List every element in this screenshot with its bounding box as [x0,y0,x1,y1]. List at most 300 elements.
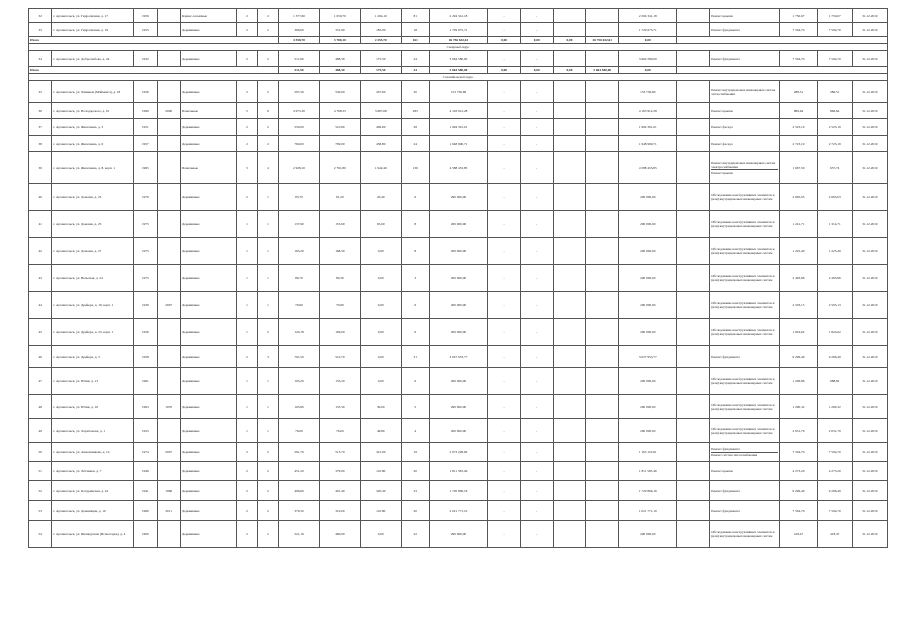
work-type: Обследование конструктивных элементов и (или) внутридомовых инженерных систем [711,274,775,282]
row-wall-material: Деревянные [180,23,236,37]
row-entrances: 6 [258,103,279,119]
row-year: 1939 [134,292,157,319]
work-type: Ремонт крыши [711,13,733,18]
row-entrances: 1 [258,184,279,211]
row-number: 42 [29,238,52,265]
row-floors: 1 [236,319,257,346]
row-owned-area: 175,50 [360,51,401,67]
row-owners-funds: 1 165 110,61 [619,443,677,462]
row-living-area: 1 050,70 [319,9,360,23]
row-deadline: 31.12.2019 [852,103,887,119]
row-owned-area: 0,00 [360,346,401,368]
row-total-area: 451,20 [279,462,320,481]
row-wall-material: Деревянные [180,319,236,346]
row-unit-cost: 1 750,67 [780,9,817,23]
row-number: 48 [29,395,52,419]
row-floors: 2 [236,443,257,462]
table-row [29,395,888,419]
row-fund-3 [553,119,586,136]
row-total-area: 83,70 [279,184,320,211]
row-empty [677,443,710,462]
work-type: Ремонт фундамента [711,447,740,451]
row-unit-cost: 869,64 [780,103,817,119]
row-empty [677,152,710,184]
row-total-area: 163,20 [279,238,320,265]
row-wall-material: Деревянные [180,368,236,395]
row-owners-funds: 153 736,69 [619,81,677,103]
row-fund-2: - [520,395,553,419]
row-fund-2: - [520,211,553,238]
work-type: Ремонт фундамента [711,56,740,61]
row-fund-4 [586,319,619,346]
row-number: 38 [29,136,52,152]
row-work-types [710,501,780,521]
row-cost: 2 021 771,10 [429,501,487,521]
row-year: 1956 [134,81,157,103]
total-f5: 0,00 [619,37,677,44]
row-cost: 4 588 453,85 [429,152,487,184]
row-floors: 2 [236,184,257,211]
row-unit-cost: 2 523,19 [780,119,817,136]
row-total-area: 591,70 [279,443,320,462]
row-residents: 5 [401,395,429,419]
row-year: 1941 [134,481,157,501]
section-row [29,74,888,81]
row-wall-material: Деревянные [180,119,236,136]
row-living-area: 168,30 [319,238,360,265]
row-living-area: 709,00 [319,136,360,152]
row-deadline: 31.12.2019 [852,395,887,419]
row-year-reconstruction [157,81,180,103]
table-row [29,23,888,37]
total-cost: 3 664 580,00 [429,67,487,74]
row-fund-2: - [520,103,553,119]
row-fund-1: - [488,119,521,136]
row-floors: 2 [236,51,257,67]
row-fund-3 [553,211,586,238]
work-type: Обследование конструктивных элементов и (или) внутридомовых инженерных систем [711,328,775,336]
total-label: Итого [29,37,279,44]
row-max-cost: 7 504,70 [817,51,852,67]
row-number: 32 [29,9,52,23]
work-type: Ремонт систем теплоснабжения [711,452,778,458]
row-empty [677,419,710,443]
row-address: г. Архангельск, ул. Дрейера, д. 19, корп. 1 [52,292,134,319]
row-fund-4 [586,23,619,37]
row-owned-area: 185,00 [360,23,401,37]
row-number: 51 [29,462,52,481]
row-residents: 8 [401,211,429,238]
row-owned-area: 458,80 [360,136,401,152]
row-year: 1956 [134,319,157,346]
row-fund-3 [553,395,586,419]
row-address: г. Архангельск, ул. Ютия, д. 16 [52,395,134,419]
row-owners-funds: 1 994 391,01 [619,119,677,136]
row-fund-1: - [488,292,521,319]
table-row [29,184,888,211]
row-deadline: 31.12.2019 [852,136,887,152]
row-unit-cost: 7 504,70 [780,501,817,521]
row-empty [677,319,710,346]
row-cost: 200 000,00 [429,292,487,319]
row-owners-funds: 2 294 341,18 [619,9,677,23]
row-empty [677,368,710,395]
total-area: 511,90 [279,67,320,74]
row-max-cost: 2 523,19 [817,119,852,136]
row-living-area: 2 761,80 [319,152,360,184]
row-address: г. Архангельск, ул. Володарского, д. 61 [52,103,134,119]
row-floors: 1 [236,238,257,265]
row-year-reconstruction [157,136,180,152]
row-fund-2: - [520,136,553,152]
row-work-types [710,481,780,501]
row-work-types [710,136,780,152]
row-residents: 20 [401,501,429,521]
row-work-types [710,119,780,136]
row-owned-area: 0,00 [360,265,401,292]
row-deadline: 31.12.2019 [852,81,887,103]
row-floors: 1 [236,419,257,443]
row-empty [677,521,710,548]
row-total-area: 521,19 [279,521,320,548]
row-fund-4 [586,238,619,265]
row-living-area: 460,90 [319,521,360,548]
row-unit-cost: 9 296,49 [780,346,817,368]
row-empty [677,346,710,368]
row-max-cost: 2 723,19 [817,136,852,152]
row-owned-area: 20,40 [360,184,401,211]
row-owners-funds: 4 588 453,85 [619,152,677,184]
row-entrances: 1 [258,292,279,319]
row-fund-3 [553,152,586,184]
row-fund-1: - [488,23,521,37]
row-fund-4 [586,265,619,292]
row-max-cost: 1 750,67 [817,9,852,23]
row-work-types [710,238,780,265]
row-cost: 153 736,69 [429,81,487,103]
row-wall-material: Деревянные [180,211,236,238]
row-number: 52 [29,481,52,501]
row-fund-3 [553,521,586,548]
row-total-area: 511,90 [279,51,320,67]
row-empty [677,119,710,136]
row-residents: 6 [401,292,429,319]
row-floors: 5 [236,103,257,119]
table-row [29,238,888,265]
row-work-types [710,81,780,103]
row-year-reconstruction [157,23,180,37]
row-fund-2: - [520,443,553,462]
row-entrances: 2 [258,501,279,521]
row-empty [677,9,710,23]
row-floors: 2 [236,481,257,501]
row-unit-cost: 1 225,49 [780,238,817,265]
row-year-reconstruction [157,152,180,184]
row-fund-4 [586,481,619,501]
row-deadline: 31.12.2019 [852,23,887,37]
row-unit-cost: 7 504,70 [780,443,817,462]
row-year-reconstruction [157,9,180,23]
row-floors: 2 [236,521,257,548]
row-living-area: 331,90 [319,23,360,37]
row-year-reconstruction: 2011 [157,501,180,521]
row-unit-cost: 7 504,70 [780,23,817,37]
row-total-area: 137,90 [279,211,320,238]
work-type: Обследование конструктивных элементов и (или) внутридомовых инженерных систем [711,377,775,385]
row-total-area: 103,20 [279,368,320,395]
row-cost: 3 027 953,77 [429,346,487,368]
row-year-reconstruction [157,265,180,292]
row-floors: 1 [236,211,257,238]
row-floors: 1 [236,368,257,395]
row-owned-area: 110,80 [360,501,401,521]
row-entrances: 2 [258,481,279,501]
row-address: г. Архангельск, ул. Лётчиков, д. 7 [52,462,134,481]
row-entrances: 2 [258,119,279,136]
row-fund-4 [586,103,619,119]
row-floors: 2 [236,346,257,368]
work-type: Ремонт фасада [711,125,733,129]
row-year-reconstruction [157,368,180,395]
row-max-cost: 286,51 [817,81,852,103]
row-year-reconstruction [157,51,180,67]
row-fund-2: - [520,238,553,265]
work-type: Ремонт фундамента [711,354,740,359]
row-owned-area: 3 687,68 [360,103,401,119]
row-total-area: 120,18 [279,319,320,346]
row-year: 1900 [134,521,157,548]
row-max-cost: 866,64 [817,103,852,119]
row-residents: 6 [401,368,429,395]
row-owners-funds: 3 664 580,00 [619,51,677,67]
row-unit-cost: 1 824,62 [780,319,817,346]
row-owned-area: 46,80 [360,419,401,443]
section-title: Северный округ [29,44,888,51]
row-entrances: 1 [258,419,279,443]
row-fund-3 [553,9,586,23]
row-fund-3 [553,81,586,103]
row-year-reconstruction [157,419,180,443]
table-row [29,103,888,119]
row-deadline: 31.12.2019 [852,9,887,23]
row-owned-area: 0,00 [360,319,401,346]
row-entrances: 2 [258,9,279,23]
row-owned-area: 1 942,40 [360,152,401,184]
row-fund-4 [586,501,619,521]
row-living-area: 153,90 [319,211,360,238]
row-address: г. Архангельск, ул. Дежнёвцев, д. 10 [52,501,134,521]
row-floors: 2 [236,23,257,37]
row-max-cost: 7 504,70 [817,443,852,462]
row-owners-funds: 1 021 771,10 [619,501,677,521]
row-residents: 18 [401,23,429,37]
row-fund-1: - [488,9,521,23]
row-owned-area: 0,00 [360,368,401,395]
row-work-types [710,103,780,119]
row-residents: 20 [401,81,429,103]
row-entrances: 2 [258,319,279,346]
row-entrances: 2 [258,443,279,462]
repair-program-table [28,8,888,548]
row-cost: 3 664 580,00 [429,51,487,67]
row-deadline: 31.12.2019 [852,521,887,548]
table-row [29,462,888,481]
row-unit-cost: 1 290,32 [780,395,817,419]
work-type: Обследование конструктивных элементов и (или) внутридомовых инженерных систем [711,530,775,538]
row-max-cost: 2 665,03 [817,184,852,211]
row-wall-material: Деревянные [180,443,236,462]
row-fund-1: - [488,501,521,521]
row-entrances: 2 [258,81,279,103]
row-wall-material: Деревянные [180,81,236,103]
row-address: г. Архангельск, ул. Гидролизная, д. 19 [52,23,134,37]
row-wall-material: Деревянные [180,136,236,152]
row-total-area: 76,00 [279,419,320,443]
row-living-area: 109,00 [319,319,360,346]
table-body [29,9,888,548]
row-floors: 1 [236,265,257,292]
total-total: 3 664 580,00 [586,67,619,74]
row-fund-2: - [520,462,553,481]
row-max-cost: 2 631,79 [817,419,852,443]
table-row [29,481,888,501]
row-cost: 290 000,00 [429,521,487,548]
row-year: 1951 [134,119,157,136]
row-number: 46 [29,346,52,368]
row-fund-4 [586,292,619,319]
total-area: 4 558,70 [279,37,320,44]
total-total: 26 756 632,61 [586,37,619,44]
row-fund-2: - [520,346,553,368]
row-deadline: 31.12.2019 [852,51,887,67]
row-fund-4 [586,119,619,136]
row-max-cost: 1 824,62 [817,319,852,346]
row-residents: 4 [401,419,429,443]
row-number: 39 [29,152,52,184]
row-residents: 24 [401,136,429,152]
row-owners-funds: 200 000,00 [619,238,677,265]
row-fund-4 [586,211,619,238]
row-work-types [710,419,780,443]
work-type: Ремонт фасада [711,141,733,146]
row-deadline: 31.12.2019 [852,462,887,481]
row-owners-funds: 1 720 806,16 [619,481,677,501]
row-deadline: 31.12.2019 [852,119,887,136]
row-empty [677,211,710,238]
row-total-area: 4 975,30 [279,103,320,119]
row-year-reconstruction: 2000 [157,103,180,119]
row-wall-material: Деревянные [180,395,236,419]
table-row [29,501,888,521]
row-deadline: 31.12.2019 [852,319,887,346]
row-owners-funds: 200 000,00 [619,292,677,319]
row-year: 1975 [134,265,157,292]
row-total-area: 769,00 [279,136,320,152]
row-work-types [710,152,780,184]
work-type: Ремонт фундамента [711,488,740,493]
row-wall-material: Деревянные [180,292,236,319]
table-row [29,9,888,23]
row-owners-funds: 1 948 990,71 [619,136,677,152]
row-fund-2: - [520,119,553,136]
total-f3: 0,00 [553,67,586,74]
row-number: 50 [29,443,52,462]
row-wall-material: Деревянные [180,462,236,481]
row-cost: 1 729 675,71 [429,23,487,37]
row-fund-4 [586,395,619,419]
row-empty [677,292,710,319]
work-type: Ремонт внутридомовых инженерных систем теплоснабжения [711,87,776,96]
row-unit-cost: 2 503,13 [780,292,817,319]
row-unit-cost: 2 723,19 [780,136,817,152]
row-wall-material: Деревянные [180,51,236,67]
row-residents: 6 [401,319,429,346]
row-empty [677,462,710,481]
row-number: 34 [29,51,52,67]
row-year-reconstruction [157,462,180,481]
row-work-types [710,265,780,292]
row-fund-1: - [488,51,521,67]
row-owned-area: 1 294,10 [360,9,401,23]
row-number: 49 [29,419,52,443]
row-deadline: 31.12.2019 [852,501,887,521]
row-owners-funds: 200 000,00 [619,419,677,443]
row-living-area: 513,70 [319,443,360,462]
row-fund-1: - [488,103,521,119]
row-address: г. Архангельск, ул. Шенкурская (Исакогорка), д. 4 [52,521,134,548]
row-residents: 19 [401,443,429,462]
row-total-area: 379,50 [279,501,320,521]
row-work-types [710,292,780,319]
row-residents: 8 [401,238,429,265]
row-deadline: 31.12.2019 [852,419,887,443]
row-living-area: 510,80 [319,119,360,136]
row-address: г. Архангельск, ул. Железнева, д. 3 [52,119,134,136]
row-fund-1: - [488,238,521,265]
row-owners-funds: 200 000,00 [619,211,677,238]
row-empty [677,395,710,419]
row-address: г. Архангельск, ул. Доковая, д. 27 [52,238,134,265]
row-entrances: 1 [258,211,279,238]
row-number: 44 [29,292,52,319]
work-type: Обследование конструктивных элементов и (или) внутридомовых инженерных систем [711,247,775,255]
row-number: 36 [29,103,52,119]
total-live: 488,30 [319,67,360,74]
table-row [29,521,888,548]
total-empty [677,37,888,44]
row-year: 1965 [134,152,157,184]
row-residents: 23 [401,481,429,501]
row-owners-funds: 3 027 953,77 [619,346,677,368]
row-year: 1949 [134,462,157,481]
row-fund-3 [553,501,586,521]
row-year-reconstruction [157,238,180,265]
row-total-area: 597,56 [279,81,320,103]
section-title: Соломбальский округ [29,74,888,81]
table-row [29,211,888,238]
row-fund-4 [586,9,619,23]
row-fund-3 [553,292,586,319]
row-total-area: 791,50 [279,346,320,368]
row-fund-4 [586,136,619,152]
row-fund-2: - [520,184,553,211]
row-wall-material: Деревянные [180,238,236,265]
row-cost: 4 163 912,28 [429,103,487,119]
row-number: 35 [29,81,52,103]
row-fund-1: - [488,462,521,481]
row-wall-material: Деревянные [180,521,236,548]
row-max-cost: 1 314,71 [817,211,852,238]
